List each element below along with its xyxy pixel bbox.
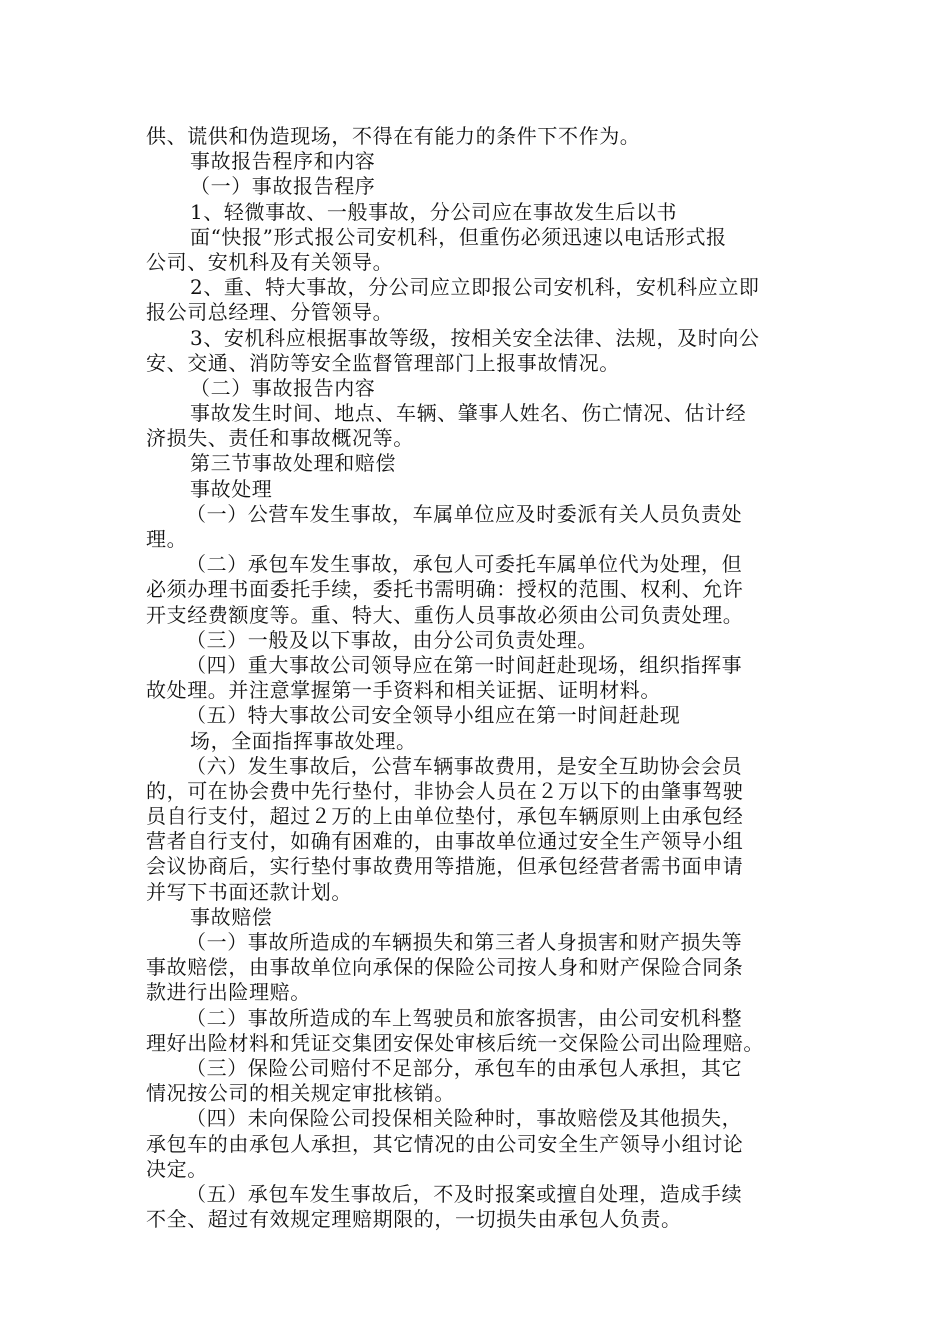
- text-line: （五）特大事故公司安全领导小组应在第一时间赶赴现: [186, 703, 681, 728]
- text-line: 的，可在协会费中先行垫付，非协会人员在２万以下的由肇事驾驶: [146, 778, 744, 803]
- text-line: 公司、安机科及有关领导。: [146, 249, 394, 274]
- text-line: 并写下书面还款计划。: [146, 879, 352, 904]
- text-line: 不全、超过有效规定理赔期限的，一切损失由承包人负责。: [146, 1207, 682, 1232]
- text-line: （一）事故所造成的车辆损失和第三者人身损害和财产损失等: [186, 930, 743, 954]
- text-line: 必须办理书面委托手续，委托书需明确：授权的范围、权利、允许: [146, 577, 744, 602]
- text-line: （四）未向保险公司投保相关险种时，事故赔偿及其他损失，: [186, 1106, 743, 1131]
- section-heading: 事故赔偿: [190, 904, 273, 929]
- text-line: 营者自行支付，如确有困难的，由事故单位通过安全生产领导小组: [146, 829, 744, 854]
- text-line: 理。: [146, 527, 188, 551]
- text-line: 情况按公司的相关规定审批核销。: [146, 1081, 455, 1106]
- text-line: 开支经费额度等。重、特大、重伤人员事故必须由公司负责处理。: [146, 602, 744, 627]
- text-line: （二）事故所造成的车上驾驶员和旅客损害，由公司安机科整: [186, 1005, 743, 1030]
- subsection-heading: （二）事故报告内容: [190, 375, 376, 400]
- text-line: 事故发生时间、地点、车辆、肇事人姓名、伤亡情况、估计经: [190, 401, 747, 426]
- text-line: 故处理。并注意掌握第一手资料和相关证据、证明材料。: [146, 678, 661, 703]
- text-line: 会议协商后，实行垫付事故费用等措施，但承包经营者需书面申请: [146, 854, 744, 879]
- text-line: 1、轻微事故、一般事故，分公司应在事故发生后以书: [190, 199, 678, 224]
- text-line: （一）公营车发生事故，车属单位应及时委派有关人员负责处: [186, 501, 743, 526]
- text-line: 承包车的由承包人承担，其它情况的由公司安全生产领导小组讨论: [146, 1131, 744, 1156]
- text-line: （三）一般及以下事故，由分公司负责处理。: [186, 627, 598, 652]
- text-line: 理好出险材料和凭证交集团安保处审核后统一交保险公司出险理赔。: [146, 1030, 764, 1055]
- text-line: （三）保险公司赔付不足部分，承包车的由承包人承担，其它: [186, 1055, 743, 1080]
- text-line: 济损失、责任和事故概况等。: [146, 426, 414, 451]
- text-line: 款进行出险理赔。: [146, 980, 311, 1005]
- text-line: 场，全面指挥事故处理。: [190, 728, 417, 753]
- document-body: [146, 124, 806, 1232]
- text-line: 员自行支付，超过２万的上由单位垫付，承包车辆原则上由承包经: [146, 804, 744, 829]
- text-line: 决定。: [146, 1156, 208, 1181]
- section-heading: 第三节事故处理和赔偿: [190, 451, 396, 476]
- text-line: 2、重、特大事故，分公司应立即报公司安机科，安机科应立即: [190, 275, 760, 300]
- text-line: （六）发生事故后，公营车辆事故费用，是安全互助协会会员: [186, 753, 743, 778]
- subsection-heading: （一）事故报告程序: [190, 174, 376, 199]
- text-line: 面“快报”形式报公司安机科，但重伤必须迅速以电话形式报: [190, 224, 727, 249]
- text-line: （五）承包车发生事故后，不及时报案或擅自处理，造成手续: [186, 1181, 743, 1206]
- text-line: 报公司总经理、分管领导。: [146, 300, 394, 325]
- text-line: 安、交通、消防等安全监督管理部门上报事故情况。: [146, 350, 620, 375]
- section-heading: 事故报告程序和内容: [190, 149, 376, 174]
- section-heading: 事故处理: [190, 476, 273, 501]
- text-line: 事故赔偿，由事故单位向承保的保险公司按人身和财产保险合同条: [146, 955, 744, 980]
- text-line: （四）重大事故公司领导应在第一时间赶赴现场，组织指挥事: [186, 652, 743, 677]
- text-line: 3、安机科应根据事故等级，按相关安全法律、法规，及时向公: [190, 325, 760, 350]
- text-line: （二）承包车发生事故，承包人可委托车属单位代为处理，但: [186, 552, 743, 577]
- text-line: 供、谎供和伪造现场，不得在有能力的条件下不作为。: [146, 124, 641, 148]
